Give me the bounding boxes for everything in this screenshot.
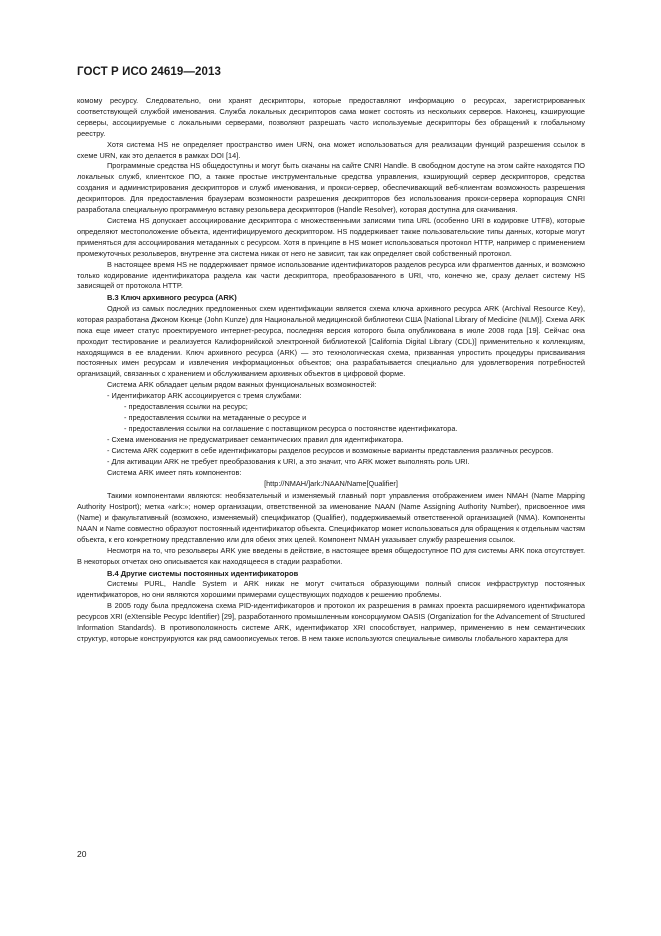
paragraph: Такими компонентами являются: необязательный и изменяемый главный порт управления отображением имен NMAH (Name Mapping Authority Hostport); метка «ark:»; номер организации, ответственной за именование NAAN (Name Assigning Authority Number), присвоенное имя (Name) и факультативный (возможно, изменяемый) спецификатор (Qualifier), поддерживаемый ответственной организацией (NMA). Компоненты NAAN и Name совместно образуют постоянный идентификатор объекта. Спецификатор может использоваться для обращения к отдельным частям объекта, к его конкретному представлению или для обеих этих целей. Компонент NMAH указывает службу разрешения ссылок. <box>77 491 585 544</box>
sub-list-item: - предоставления ссылки на ресурс; <box>124 402 248 412</box>
list-item: - Система ARK содержит в себе идентификаторы разделов ресурсов и возможные варианты представления различных ресурсов. <box>107 445 554 455</box>
paragraph: Программные средства HS общедоступны и могут быть скачаны на сайте CNRI Handle. В свободном доступе на этом сайте находятся ПО локальных служб, клиентское ПО, а также простые инструментальные средства управления, кэширующий сервер дескрипторов, средства создания и администрирования дескрипторов и служб именования, и прокси-сервер, обеспечивающий веб-клиентам возможность разрешения дескрипторов. Для предоставления браузерам возможности разрешения дескрипторов без использования прокси-сервера корпорация CNRI разработала специальную программную вставку резольвера дескрипторов (Handle Resolver), которая доступна для скачивания. <box>77 161 585 215</box>
list-item: - Идентификатор ARK ассоциируется с тремя службами: <box>107 391 302 401</box>
sub-list-item: - предоставления ссылки на соглашение с поставщиком ресурса о постоянстве идентификатора. <box>124 423 458 433</box>
paragraph: Одной из самых последних предложенных схем идентификации является схема ключа архивного ресурса ARK (Archival Resource Key), которая разработана Джоном Кюнце (John Kunze) для Национальной медицинской библиотеки США [National Library of Medicine (NLM)]. Схема ARK пока еще имеет статус проектируемого интернет-ресурса, последняя версия которого была опубликована в июле 2008 года [19]. Сейчас она проходит тестирование и реализуется Калифорнийской электронной библиотекой [California Digital Library (CDL)] применительно к коллекциям, находящимся в ее владении. Ключ архивного ресурса (ARK) — это технологическая схема, призванная упростить процедуры присваивания постоянных имен ресурсам и извлечения информационных объектов; она разрабатывается специально для удовлетворения потребностей организаций, связанных с хранением и обслуживанием архивных объектов в цифровой форме. <box>77 303 585 379</box>
sub-list-item: - предоставления ссылки на метаданные о ресурсе и <box>124 412 307 422</box>
document-body <box>77 96 585 645</box>
section-heading-b4: В.4 Другие системы постоянных идентификаторов <box>107 568 299 578</box>
ark-syntax-formula: [http://NMAH/]ark:/NAAN/Name[Qualifier] <box>264 479 398 489</box>
paragraph: Системы PURL, Handle System и ARK никак не могут считаться образующими полный список инфраструктур постоянных идентификаторов, но они являются хорошими примерами существующих подходов к решению проблемы. <box>77 579 585 600</box>
paragraph: Несмотря на то, что резольверы ARK уже введены в действие, в настоящее время общедоступное ПО для системы ARK пока отсутствует. В некоторых отчетах оно описывается как находящееся в стадии разработки. <box>77 545 585 566</box>
page-number: 20 <box>77 849 87 859</box>
paragraph: В настоящее время HS не поддерживает прямое использование идентификаторов разделов ресурса или фрагментов данных, и возможно только кодирование идентификатора раздела как части дескриптора, преобразованного в URI, что, конечно же, сразу делает систему HS зависящей от протокола HTTP. <box>77 259 585 291</box>
list-item: - Для активации ARK не требует преобразования к URI, а это значит, что ARK может выполнять роль URI. <box>107 456 470 466</box>
paragraph: Система ARK обладает целым рядом важных функциональных возможностей: <box>107 380 377 390</box>
standard-title: ГОСТ Р ИСО 24619—2013 <box>77 66 222 78</box>
paragraph: В 2005 году была предложена схема PID-идентификаторов и протокол их разрешения в рамках проекта расширяемого идентификатора ресурсов XRI (eXtensible Ресурс Identifier) [29], разработанного промышленным консорциумом OASIS (Organization for the Advancement of Structured Information Standards). В противоположность системе ARK, идентификатор XRI способствует, например, применению в нем семантических структур, которые конструируются как ряд самоописуемых тегов. В нем также используются специальные символы глобального характера для <box>77 601 585 643</box>
list-item: - Схема именования не предусматривает семантических правил для идентификатора. <box>107 434 404 444</box>
paragraph: комому ресурсу. Следовательно, они хранят дескрипторы, которые предоставляют информацию о ресурсах, зарегистрированных соответствующей службой именования. Служба локальных дескрипторов сама может состоять из нескольких серверов. Наконец, кэширующие серверы, ассоциируемые с локальными серверами, позволяют разрешать часто используемые дескрипторы без обращений к глобальному реестру. <box>77 96 585 138</box>
paragraph: Хотя система HS не определяет пространство имен URN, она может использоваться для реализации функций разрешения ссылок в схеме URN, как это делается в рамках DOI [14]. <box>77 139 585 160</box>
paragraph: Система HS допускает ассоциирование дескриптора с множественными записями типа URL (особенно URI в кодировке UTF8), которые определяют местоположение объекта, идентифицируемого дескриптором. HS поддерживает также пользовательские типы данных, которые могут применяться для ассоциирования метаданных с ресурсом. Хотя в принципе в HS может использоваться протокол HTTP, например с применением промежуточных резольверов, внутренне эта система никак от него не зависит, так как определяет свой собственный протокол. <box>77 215 585 258</box>
paragraph: Система ARK имеет пять компонентов: <box>107 467 242 477</box>
section-heading-b3: В.3 Ключ архивного ресурса (ARK) <box>107 293 237 303</box>
